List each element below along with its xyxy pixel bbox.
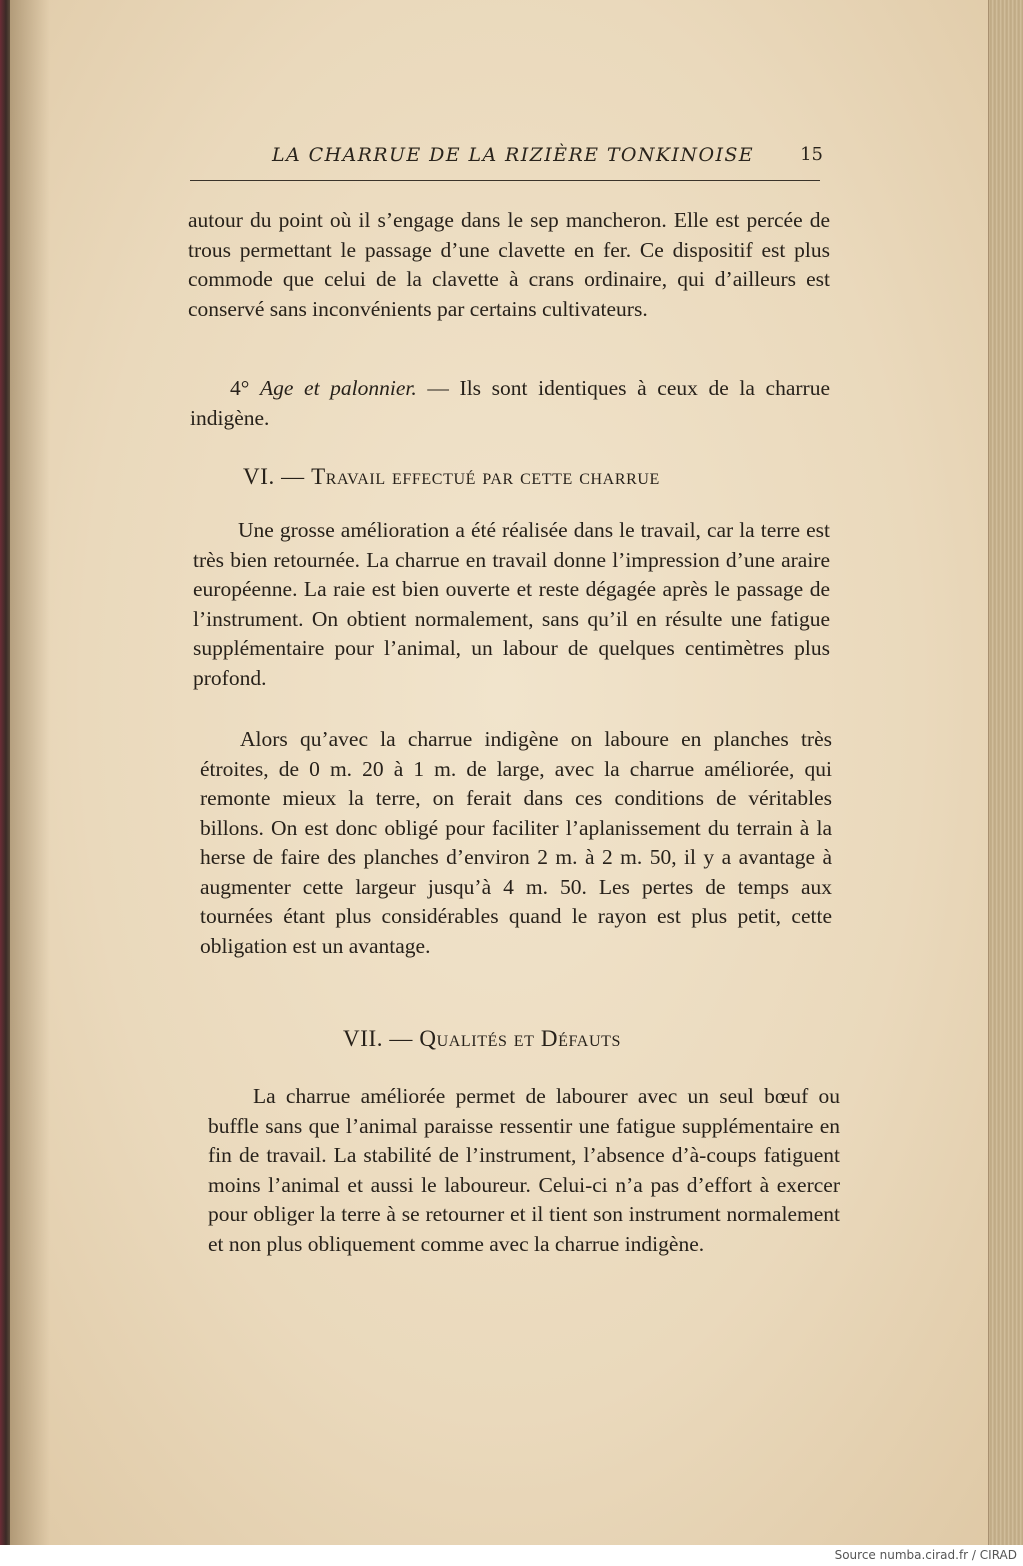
- page-gutter-shadow: [10, 0, 50, 1545]
- section-heading-vi: [243, 464, 660, 490]
- page-stack-edge: [988, 0, 1023, 1545]
- running-title: LA CHARRUE DE LA RIZIÈRE TONKINOISE: [272, 144, 755, 166]
- paragraph-planches: Alors qu’avec la charrue indigène on laboure en planches très étroites, de 0 m. 20 à 1 m. de large, avec la charrue améliorée, qui remonte mieux la terre, on ferait dans ces conditions de véritables billons. On est donc obligé pour faciliter l’aplanissement du terrain à la herse de faire des planches d’environ 2 m. à 2 m. 50, il y a avantage à augmenter cette largeur jusqu’à 4 m. 50. Les pertes de temps aux tournées étant plus considérables quand le rayon est plus petit, cette obligation est un avantage.: [200, 727, 832, 958]
- book-cover-edge: [0, 0, 10, 1545]
- section-numeral: VI. —: [243, 464, 305, 489]
- item-heading: Age et palonnier.: [259, 376, 417, 400]
- section-title: Qualités et Défauts: [419, 1026, 621, 1051]
- running-header: [200, 142, 825, 172]
- paragraph-travail: Une grosse amélioration a été réalisée dans le travail, car la terre est très bien retournée. La charrue en travail donne l’impression d’une araire européenne. La raie est bien ouverte et reste dégagée après le passage de l’instrument. On obtient normalement, sans qu’il en résulte une fatigue supplémentaire pour l’animal, un labour de quelques centimètres plus profond.: [193, 518, 830, 690]
- section-heading-vii: [343, 1026, 621, 1052]
- item-text: — Ils sont identiques à ceux de la charrue indigène.: [190, 376, 830, 430]
- paragraph-qualites: La charrue améliorée permet de labourer avec un seul bœuf ou buffle sans que l’animal paraisse ressentir une fatigue supplémentaire en fin de travail. La stabilité de l’instrument, l’absence d’à-coups fatiguent moins l’animal et aussi le laboureur. Celui-ci n’a pas d’effort à exercer pour obliger la terre à se retourner et il tient son instrument normalement et non plus obliquement comme avec la charrue indigène.: [208, 1084, 840, 1256]
- section-title: Travail effectué par cette charrue: [311, 464, 660, 489]
- paragraph-continuation: autour du point où il s’engage dans le sep mancheron. Elle est percée de trous permettant le passage d’une clavette en fer. Ce dispositif est plus commode que celui de la clavette à crans ordinaire, qui d’ailleurs est conservé sans inconvénients par certains cultivateurs.: [188, 208, 830, 321]
- source-credit: Source numba.cirad.fr / CIRAD: [834, 1548, 1017, 1562]
- page-number: 15: [800, 144, 823, 165]
- paragraph-age-palonnier: [190, 374, 830, 433]
- header-rule: [190, 180, 820, 181]
- section-numeral: VII. —: [343, 1026, 414, 1051]
- item-number: 4°: [230, 376, 250, 400]
